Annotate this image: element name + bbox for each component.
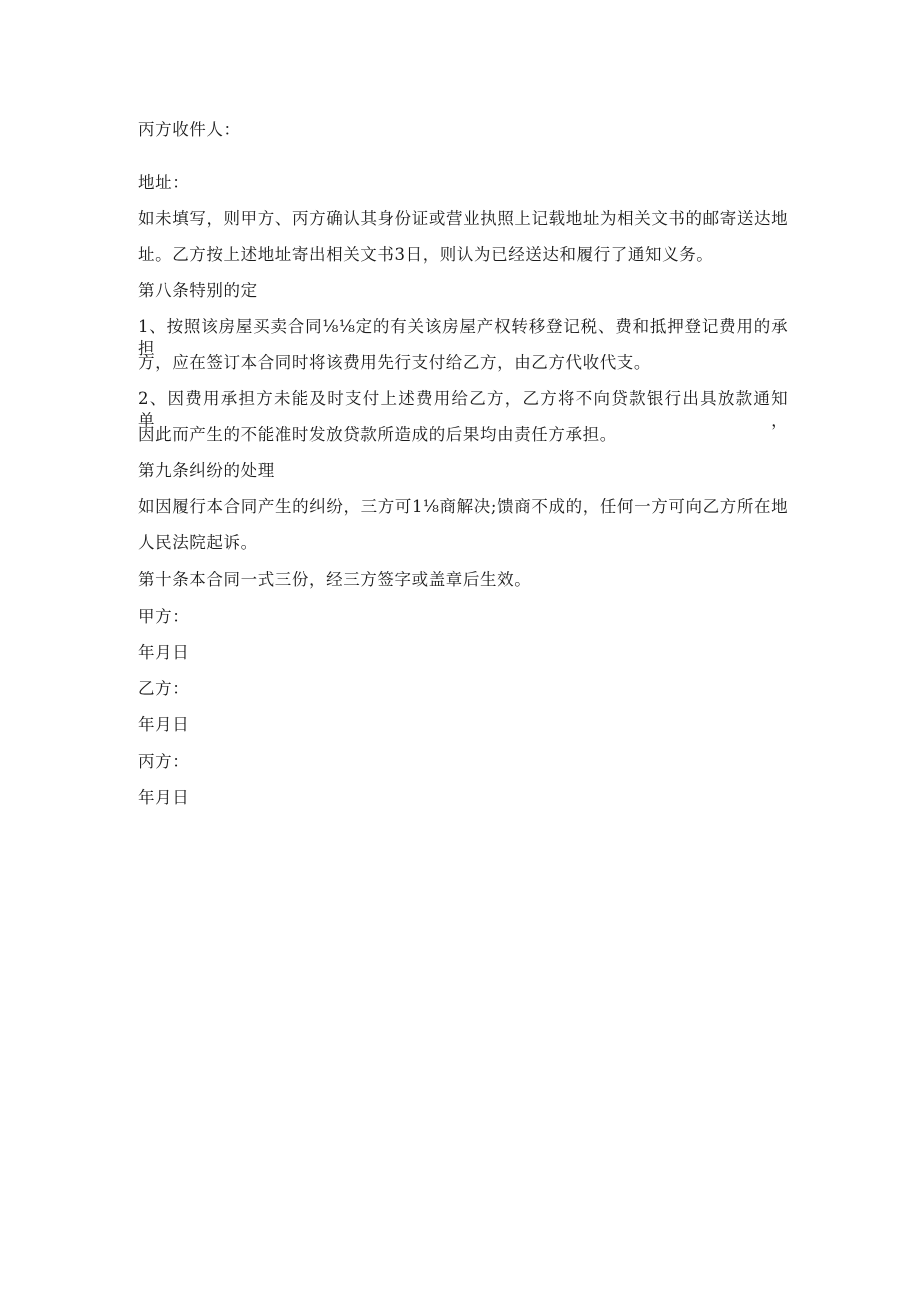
article-9-heading: 第九条纠纷的处理: [138, 461, 275, 480]
article-10-text: 第十条本合同一式三份，经三方签字或盖章后生效。: [138, 570, 532, 589]
party-a-date-label: 年月日: [138, 643, 190, 662]
article-8-heading: 第八条特别的定: [138, 281, 258, 300]
party-b-signature-label: 乙方：: [138, 679, 190, 698]
article-9-text-line-2: 人民法院起诉。: [138, 533, 258, 552]
article-9-text-line-1: 如因履行本合同产生的纠纷，三方可1⅛商解决;馈商不成的，任何一方可向乙方所在地: [138, 497, 788, 516]
party-c-date-label: 年月日: [138, 788, 190, 807]
address-label: 地址：: [138, 173, 190, 192]
party-c-signature-label: 丙方：: [138, 752, 190, 771]
article-8-clause-2-line-1: 2、因费用承担方未能及时支付上述费用给乙方，乙方将不向贷款银行出具放款通知单，: [138, 389, 788, 430]
address-note-line-2: 址。乙方按上述地址寄出相关文书3日，则认为已经送达和履行了通知义务。: [138, 245, 714, 264]
article-8-clause-1-line-2: 方，应在签订本合同时将该费用先行支付给乙方，由乙方代收代支。: [138, 353, 651, 372]
party-c-recipient-label: 丙方收件人：: [138, 120, 241, 139]
address-note-line-1: 如未填写，则甲方、丙方确认其身份证或营业执照上记载地址为相关文书的邮寄送达地: [138, 209, 788, 228]
party-b-date-label: 年月日: [138, 715, 190, 734]
party-a-signature-label: 甲方：: [138, 607, 190, 626]
article-8-clause-2-line-2: 因此而产生的不能准时发放贷款所造成的后果均由责任方承担。: [138, 425, 617, 444]
article-8-clause-1-line-1: 1、按照该房屋买卖合同⅛⅛定的有关该房屋产权转移登记税、费和抵押登记费用的承担: [138, 317, 788, 358]
